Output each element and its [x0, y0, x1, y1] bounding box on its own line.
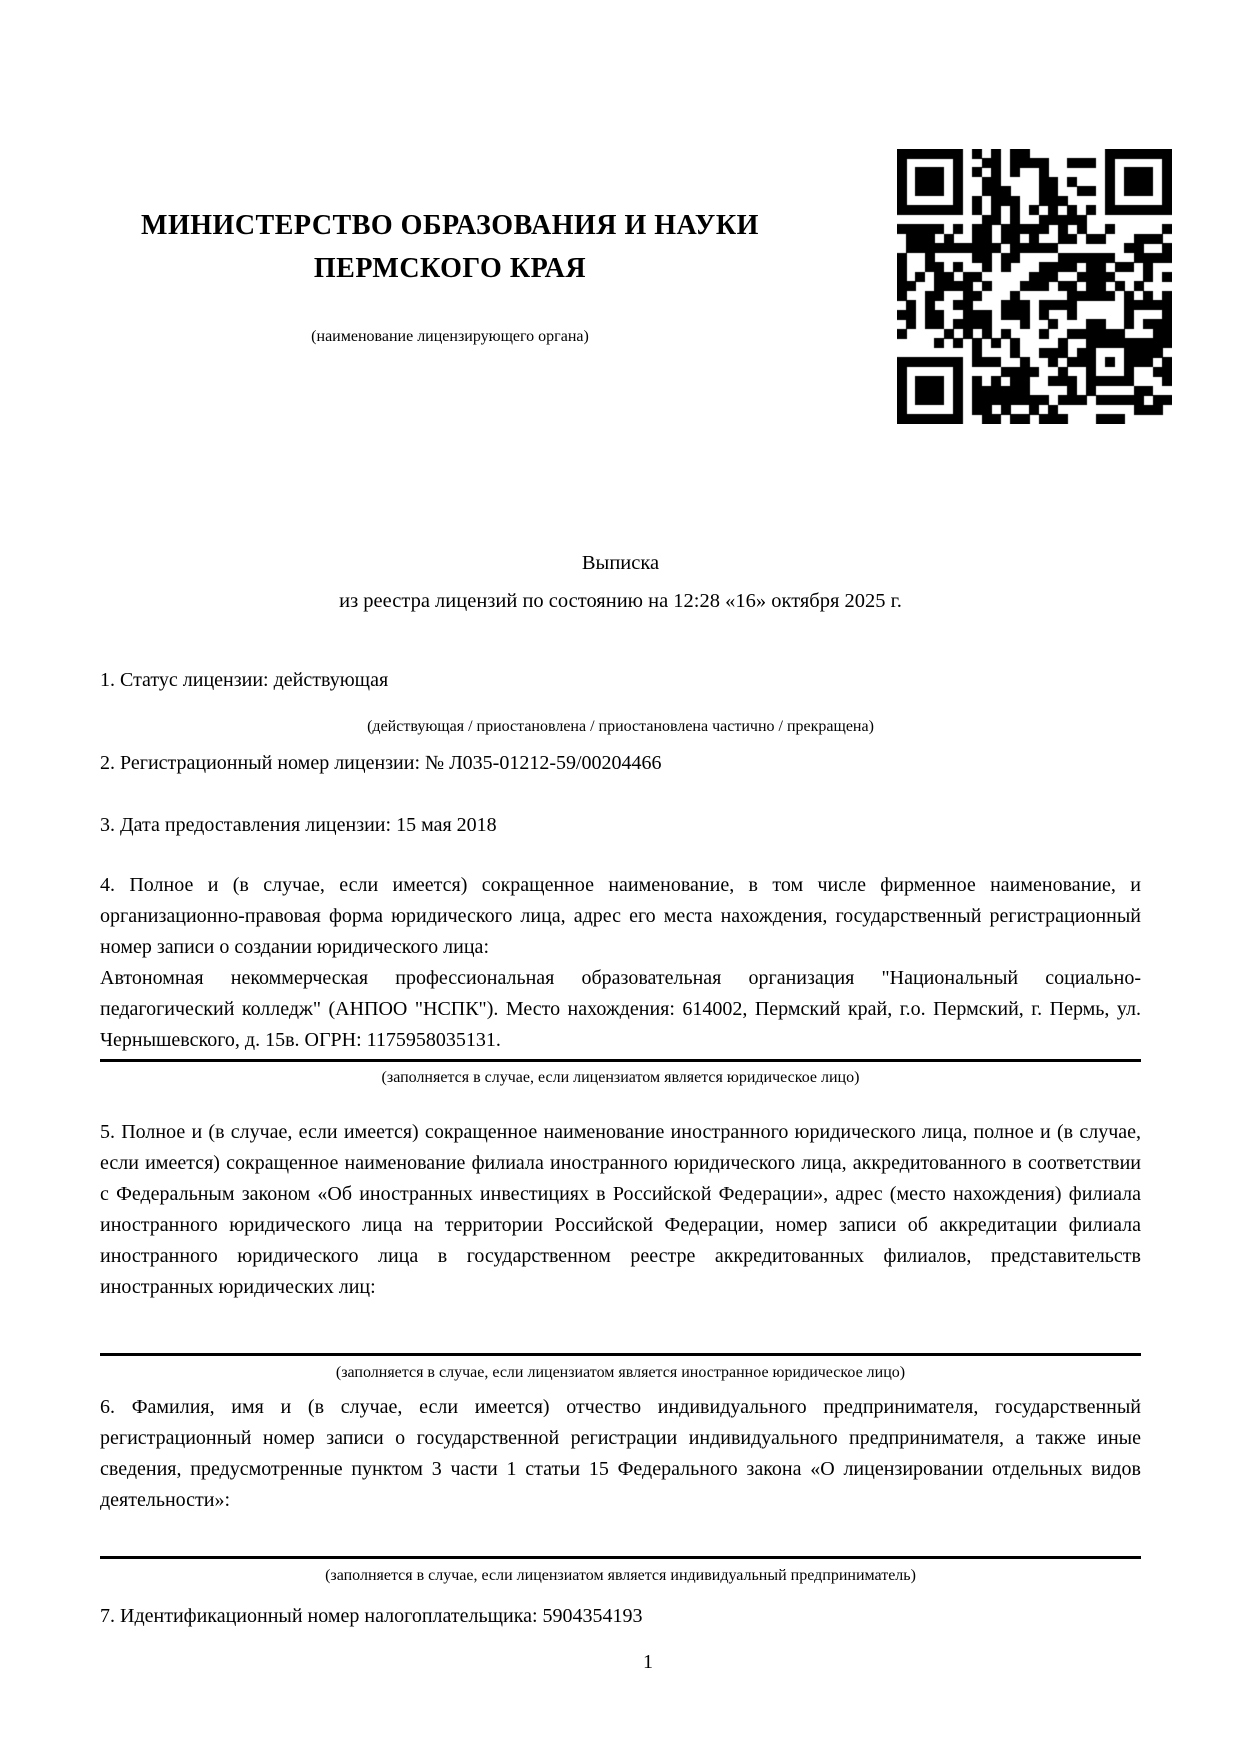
document-title-line1: Выписка — [581, 552, 660, 574]
grant-date: 3. Дата предоставления лицензии: 15 мая 2018 — [100, 814, 497, 836]
legal-entity-clause: 4. Полное и (в случае, если имеется) сокращенное наименование, в том числе фирменное наименование, и организационно-правовая форма юридического лица, адрес его места нахождения, государственный регистрационный номер записи о создании юридического лица: — [100, 874, 1141, 958]
registration-number: 2. Регистрационный номер лицензии: № Л035-01212-59/00204466 — [100, 752, 662, 774]
licensing-authority-header — [100, 204, 800, 346]
ministry-name-line1: МИНИСТЕРСТВО ОБРАЗОВАНИЯ И НАУКИ — [141, 210, 759, 241]
entrepreneur-clause: 6. Фамилия, имя и (в случае, если имеется) отчество индивидуального предпринимателя, государственный регистрационный номер записи о государственной регистрации индивидуального предпринимателя, а также иные сведения, предусмотренные пунктом 3 части 1 статьи 15 Федерального закона «О лицензировании отдельных видов деятельности»: — [100, 1396, 1141, 1511]
document-title — [100, 544, 1141, 620]
foreign-entity-clause: 5. Полное и (в случае, если имеется) сокращенное наименование иностранного юридического лица, полное и (в случае, если имеется) сокращенное наименование филиала иностранного юридического лица, аккредитованного в соответствии с Федеральным законом «Об иностранных инвестициях в Российской Федерации», адрес (место нахождения) филиала иностранного юридического лица на территории Российской Федерации, номер записи об аккредитации филиала иностранного юридического лица в государственном реестре аккредитованных филиалов, представительств иностранных юридических лиц: — [100, 1121, 1141, 1298]
foreign-entity-fill-line — [100, 1353, 1141, 1356]
license-status: 1. Статус лицензии: действующая — [100, 669, 389, 691]
entrepreneur-fill-line — [100, 1556, 1141, 1559]
ministry-name-line2: ПЕРМСКОГО КРАЯ — [313, 253, 587, 284]
document-title-line2: из реестра лицензий по состоянию на 12:28 «16» октября 2025 г. — [339, 590, 902, 612]
licensing-authority-caption: (наименование лицензирующего органа) — [311, 328, 589, 345]
legal-entity-fill-line — [100, 1059, 1141, 1062]
foreign-entity-caption: (заполняется в случае, если лицензиатом является иностранное юридическое лицо) — [335, 1364, 906, 1381]
entrepreneur-caption: (заполняется в случае, если лицензиатом является индивидуальный предприниматель) — [325, 1567, 916, 1584]
legal-entity-value: Автономная некоммерческая профессиональная образовательная организация "Национальный социально-педагогический колледж" (АНПОО "НСПК"). Место нахождения: 614002, Пермский край, г.о. Пермский, г. Пермь, ул. Чернышевского, д. 15в. ОГРН: 1175958035131. — [100, 967, 1141, 1051]
license-status-caption: (действующая / приостановлена / приостановлена частично / прекращена) — [367, 718, 874, 735]
legal-entity-caption: (заполняется в случае, если лицензиатом является юридическое лицо) — [381, 1069, 860, 1086]
page-number: 1 — [643, 1651, 653, 1673]
document-body — [100, 544, 1141, 1630]
taxpayer-number: 7. Идентификационный номер налогоплательщика: 5904354193 — [100, 1605, 643, 1627]
qr-code — [897, 149, 1172, 424]
